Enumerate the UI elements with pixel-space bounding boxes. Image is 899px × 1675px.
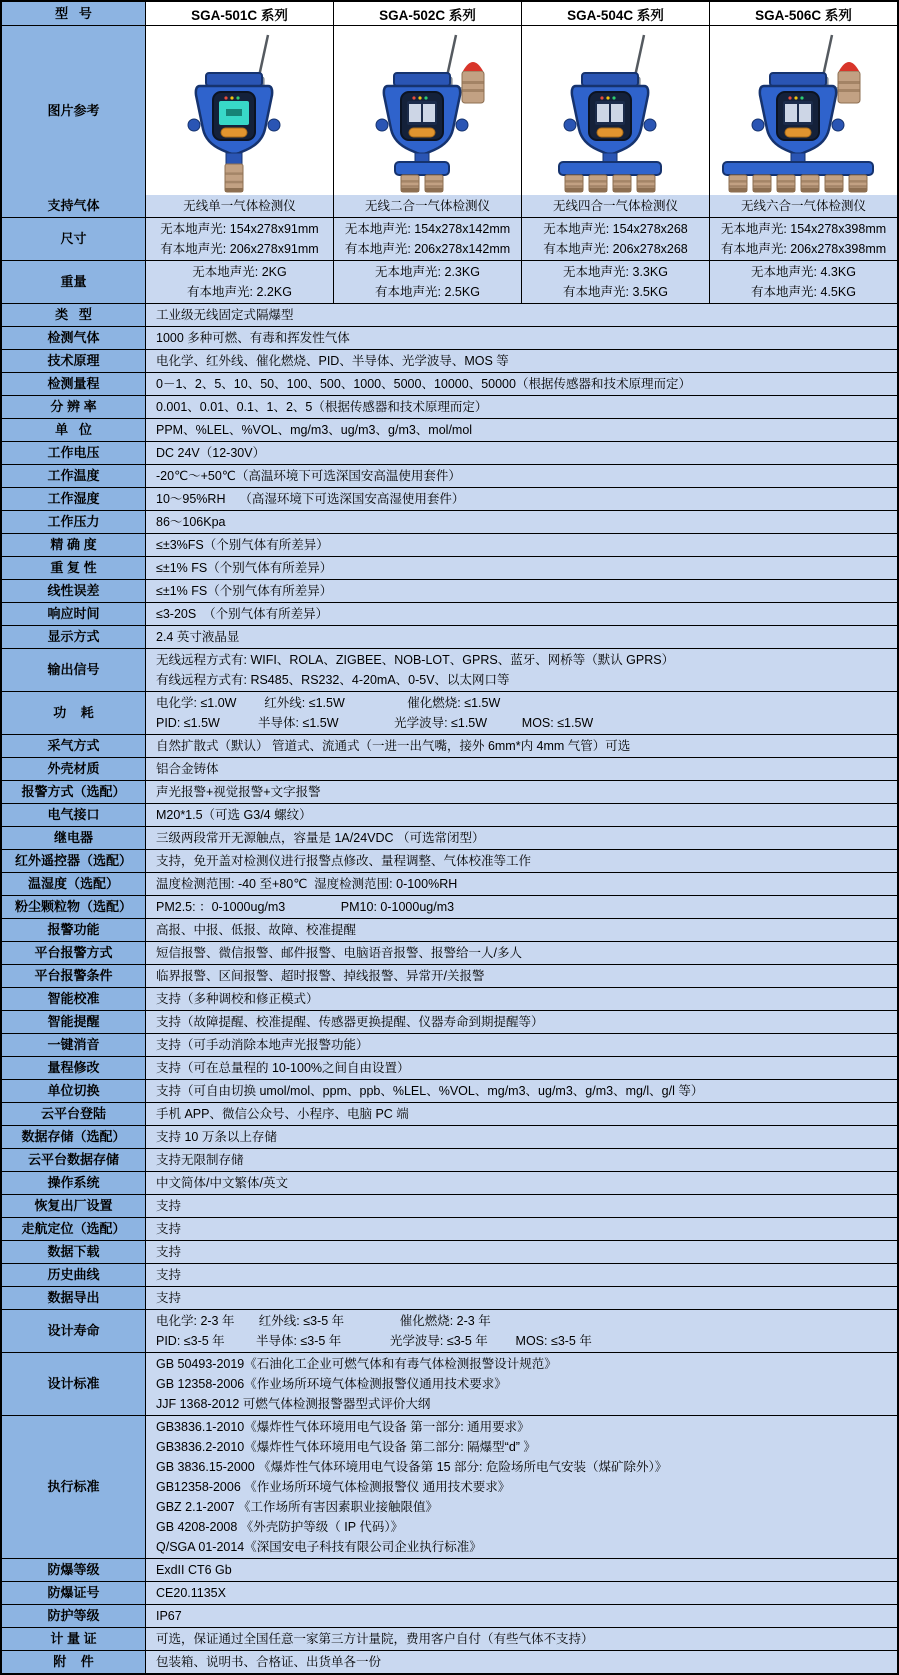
spec-label: 工作电压 — [2, 442, 145, 464]
spec-value-line: 有本地声光: 4.5KG — [751, 285, 856, 299]
spec-row — [2, 217, 897, 260]
spec-value-line: PID: ≤3-5 年 半导体: ≤3-5 年 光学波导: ≤3-5 年 MOS: ≤3-5 年 — [156, 1334, 592, 1348]
spec-label: 显示方式 — [2, 626, 145, 648]
product-image — [709, 26, 897, 195]
product-image — [145, 26, 333, 195]
spec-value-line: 自然扩散式（默认） 管道式、流通式（一进一出气嘴，接外 6mm*内 4mm 气管）可选 — [156, 739, 631, 753]
spec-value — [145, 1218, 897, 1240]
spec-label: 精 确 度 — [2, 534, 145, 556]
spec-value-line: 支持（可手动消除本地声光报警功能） — [156, 1038, 369, 1052]
spec-value — [145, 758, 897, 780]
spec-label: 线性误差 — [2, 580, 145, 602]
spec-row — [2, 648, 897, 691]
spec-label: 设计寿命 — [2, 1310, 145, 1352]
spec-value-line: 温度检测范围: -40 至+80℃ 湿度检测范围: 0-100%RH — [156, 877, 458, 891]
spec-label: 输出信号 — [2, 649, 145, 691]
spec-value-line: 无本地声光: 154x278x91mm — [160, 222, 319, 236]
spec-value — [145, 1651, 897, 1673]
spec-label: 智能提醒 — [2, 1011, 145, 1033]
spec-label: 设计标准 — [2, 1353, 145, 1415]
spec-value-line: 有本地声光: 206x278x268 — [543, 242, 688, 256]
spec-value — [145, 1195, 897, 1217]
spec-label: 防护等级 — [2, 1605, 145, 1627]
spec-label: 电气接口 — [2, 804, 145, 826]
spec-value-line: -20℃～+50℃（高温环境下可选深国安高温使用套件） — [156, 469, 461, 483]
spec-label: 重 复 性 — [2, 557, 145, 579]
spec-value-cell — [145, 261, 333, 303]
spec-label: 粉尘颗粒物（选配） — [2, 896, 145, 918]
spec-value-line: ≤±1% FS（个别气体有所差异） — [156, 584, 333, 598]
spec-value — [145, 442, 897, 464]
spec-value-line: 有本地声光: 206x278x142mm — [344, 242, 511, 256]
spec-value — [145, 988, 897, 1010]
spec-value — [145, 1310, 897, 1352]
spec-value — [145, 373, 897, 395]
keypad — [785, 128, 811, 137]
spec-value-line: 无线二合一气体检测仪 — [364, 199, 490, 213]
beacon-red-dome — [839, 62, 859, 71]
spec-value-line: 包装箱、说明书、合格证、出货单各一份 — [156, 1655, 382, 1669]
spec-value-line: 1000 多种可燃、有毒和挥发性气体 — [156, 331, 350, 345]
spec-row — [2, 1263, 897, 1286]
spec-label: 类 型 — [2, 304, 145, 326]
spec-value — [145, 1103, 897, 1125]
spec-row — [2, 1033, 897, 1056]
spec-row — [2, 441, 897, 464]
spec-value-line: 支持无限制存储 — [156, 1153, 244, 1167]
spec-value-line: PM2.5: ：0-1000ug/m3 PM10: 0-1000ug/m3 — [156, 900, 455, 914]
spec-value-line: 有本地声光: 3.5KG — [563, 285, 668, 299]
spec-value-line: 三级两段常开无源触点，容量是 1A/24VDC （可选常闭型） — [156, 831, 485, 845]
spec-value-line: PID: ≤1.5W 半导体: ≤1.5W 光学波导: ≤1.5W MOS: ≤1.5W — [156, 716, 594, 730]
spec-value — [145, 1605, 897, 1627]
spec-row — [2, 418, 897, 441]
spec-label: 工作湿度 — [2, 488, 145, 510]
spec-row — [2, 1650, 897, 1673]
spec-value-line: 支持（多种调校和修正模式） — [156, 992, 319, 1006]
spec-label: 报警方式（选配） — [2, 781, 145, 803]
spec-value-line: 有本地声光: 2.2KG — [187, 285, 292, 299]
product-image — [521, 26, 709, 195]
spec-row — [2, 1171, 897, 1194]
spec-value-line: 支持 — [156, 1222, 182, 1236]
spec-value-line: 有本地声光: 2.5KG — [375, 285, 480, 299]
spec-value — [145, 1582, 897, 1604]
spec-value-line: GB12358-2006 《作业场所环境气体检测报警仪 通用技术要求》 — [156, 1480, 511, 1494]
spec-value-line: 0.001、0.01、0.1、1、2、5（根据传感器和技术原理而定） — [156, 400, 488, 414]
beacon-body — [462, 71, 484, 103]
spec-value-line: 支持 — [156, 1268, 182, 1282]
spec-value — [145, 1353, 897, 1415]
spec-value-line: ≤±3%FS（个别气体有所差异） — [156, 538, 329, 552]
spec-value-line: ExdII CT6 Gb — [156, 1563, 232, 1577]
spec-value-line: 10～95%RH （高湿环境下可选深国安高湿使用套件） — [156, 492, 465, 506]
spec-value-line: 无本地声光: 4.3KG — [751, 265, 856, 279]
spec-row — [2, 510, 897, 533]
spec-row — [2, 895, 897, 918]
spec-value — [145, 419, 897, 441]
spec-value — [145, 488, 897, 510]
spec-row — [2, 349, 897, 372]
spec-row — [2, 1240, 897, 1263]
spec-value-line: 支持（可自由切换 umol/mol、ppm、ppb、%LEL、%VOL、mg/m3、ug/m3、g/m3、mg/l、g/l 等） — [156, 1084, 704, 1098]
spec-label: 走航定位（选配） — [2, 1218, 145, 1240]
spec-value-line: 可选，保证通过全国任意一家第三方计量院，费用客户自付（有些气体不支持） — [156, 1632, 594, 1646]
spec-value-line: 中文简体/中文繁体/英文 — [156, 1176, 288, 1190]
spec-value — [145, 1287, 897, 1309]
spec-value — [145, 603, 897, 625]
spec-value — [145, 1628, 897, 1650]
spec-row — [2, 826, 897, 849]
spec-value-line: PPM、%LEL、%VOL、mg/m3、ug/m3、g/m3、mol/mol — [156, 423, 473, 437]
spec-label: 检测气体 — [2, 327, 145, 349]
spec-value-line: 2.4 英寸液晶显 — [156, 630, 240, 644]
spec-row — [2, 1194, 897, 1217]
spec-value — [145, 942, 897, 964]
spec-value — [145, 1416, 897, 1558]
model-column-header-2: SGA-502C 系列 — [333, 2, 521, 25]
spec-row — [2, 625, 897, 648]
spec-label: 量程修改 — [2, 1057, 145, 1079]
spec-value — [145, 1559, 897, 1581]
spec-value-cell — [145, 195, 333, 217]
spec-label: 数据存储（选配） — [2, 1126, 145, 1148]
spec-value-line: DC 24V（12-30V） — [156, 446, 266, 460]
spec-label: 响应时间 — [2, 603, 145, 625]
spec-value-line: 支持 10 万条以上存储 — [156, 1130, 277, 1144]
spec-value-line: 无本地声光: 2.3KG — [375, 265, 480, 279]
spec-row — [2, 941, 897, 964]
spec-label: 支持气体 — [2, 195, 145, 217]
spec-row — [2, 1415, 897, 1558]
spec-rows-container — [2, 195, 897, 1673]
spec-label: 平台报警方式 — [2, 942, 145, 964]
spec-value — [145, 465, 897, 487]
spec-label: 采气方式 — [2, 735, 145, 757]
spec-value-line: 支持 — [156, 1199, 182, 1213]
spec-value-cell — [709, 261, 897, 303]
spec-row — [2, 691, 897, 734]
spec-value-line: 无线四合一气体检测仪 — [552, 199, 678, 213]
spec-row — [2, 780, 897, 803]
product-image — [333, 26, 521, 195]
spec-value-cell — [709, 195, 897, 217]
spec-value — [145, 1034, 897, 1056]
spec-value-line: 电化学: 2-3 年 红外线: ≤3-5 年 催化燃烧: 2-3 年 — [156, 1314, 491, 1328]
spec-value-line: 临界报警、区间报警、超时报警、掉线报警、异常开/关报警 — [156, 969, 485, 983]
model-column-header-1: SGA-501C 系列 — [145, 2, 333, 25]
spec-value — [145, 350, 897, 372]
spec-value-line: GB3836.1-2010《爆炸性气体环境用电气设备 第一部分: 通用要求》 — [156, 1420, 530, 1434]
spec-value — [145, 1172, 897, 1194]
spec-value-line: GB 4208-2008 《外壳防护等级（ IP 代码）》 — [156, 1520, 404, 1534]
spec-label: 云平台登陆 — [2, 1103, 145, 1125]
device-illustration — [336, 29, 520, 195]
manifold — [559, 162, 661, 175]
spec-row — [2, 1604, 897, 1627]
spec-value-line: 支持 — [156, 1291, 182, 1305]
spec-row — [2, 1217, 897, 1240]
spec-value-line: 短信报警、微信报警、邮件报警、电脑语音报警、报警给一人/多人 — [156, 946, 522, 960]
model-column-header-4: SGA-506C 系列 — [709, 2, 897, 25]
spec-label: 尺寸 — [2, 218, 145, 260]
spec-value-line: 支持（故障提醒、校准提醒、传感器更换提醒、仪器寿命到期提醒等） — [156, 1015, 544, 1029]
spec-label: 云平台数据存储 — [2, 1149, 145, 1171]
spec-value — [145, 781, 897, 803]
spec-value-line: 电化学: ≤1.0W 红外线: ≤1.5W 催化燃烧: ≤1.5W — [156, 696, 501, 710]
spec-value-line: 支持 — [156, 1245, 182, 1259]
model-row-label: 型 号 — [2, 2, 145, 25]
spec-value-line: M20*1.5（可选 G3/4 螺纹） — [156, 808, 312, 822]
spec-row — [2, 1352, 897, 1415]
spec-value-cell — [709, 218, 897, 260]
spec-row — [2, 1010, 897, 1033]
spec-label: 工作温度 — [2, 465, 145, 487]
spec-value-line: GB 12358-2006《作业场所环境气体检测报警仪通用技术要求》 — [156, 1377, 507, 1391]
device-illustration — [148, 29, 332, 195]
spec-label: 执行标准 — [2, 1416, 145, 1558]
spec-value — [145, 580, 897, 602]
spec-value — [145, 735, 897, 757]
spec-value — [145, 1126, 897, 1148]
model-header-row — [2, 2, 897, 25]
spec-value-cell — [333, 261, 521, 303]
spec-value-line: ≤3-20S （个别气体有所差异） — [156, 607, 329, 621]
spec-value — [145, 327, 897, 349]
spec-row — [2, 1102, 897, 1125]
spec-value-cell — [521, 195, 709, 217]
spec-label: 继电器 — [2, 827, 145, 849]
spec-value — [145, 850, 897, 872]
image-row — [2, 25, 897, 195]
spec-label: 分 辨 率 — [2, 396, 145, 418]
spec-value-line: 0－1、2、5、10、50、100、500、1000、5000、10000、50000（根据传感器和技术原理而定） — [156, 377, 691, 391]
spec-value-cell — [521, 218, 709, 260]
spec-label: 防爆等级 — [2, 1559, 145, 1581]
keypad — [221, 128, 247, 137]
spec-value-line: GB 3836.15-2000 《爆炸性气体环境用电气设备第 15 部分: 危险场所电气安装（煤矿除外）》 — [156, 1460, 668, 1474]
spec-row — [2, 734, 897, 757]
spec-row — [2, 1558, 897, 1581]
spec-value-line: 电化学、红外线、催化燃烧、PID、半导体、光学波导、MOS 等 — [156, 354, 509, 368]
spec-label: 技术原理 — [2, 350, 145, 372]
spec-row — [2, 372, 897, 395]
spec-value — [145, 557, 897, 579]
spec-label: 一键消音 — [2, 1034, 145, 1056]
spec-label: 恢复出厂设置 — [2, 1195, 145, 1217]
spec-value-line: 无本地声光: 154x278x398mm — [720, 222, 887, 236]
spec-label: 防爆证号 — [2, 1582, 145, 1604]
spec-row — [2, 602, 897, 625]
spec-row — [2, 260, 897, 303]
spec-value-line: 无本地声光: 2KG — [192, 265, 287, 279]
spec-value-line: GBZ 2.1-2007 《工作场所有害因素职业接触限值》 — [156, 1500, 438, 1514]
spec-label: 外壳材质 — [2, 758, 145, 780]
spec-value — [145, 896, 897, 918]
spec-value — [145, 396, 897, 418]
device-illustration — [524, 29, 708, 195]
spec-row — [2, 987, 897, 1010]
spec-row — [2, 849, 897, 872]
spec-value-line: 有线远程方式有: RS485、RS232、4-20mA、0-5V、以太网口等 — [156, 673, 510, 687]
spec-value — [145, 692, 897, 734]
spec-label: 数据导出 — [2, 1287, 145, 1309]
spec-value — [145, 1080, 897, 1102]
spec-value — [145, 1264, 897, 1286]
spec-value — [145, 1149, 897, 1171]
spec-row — [2, 1286, 897, 1309]
spec-value-line: 手机 APP、微信公众号、小程序、电脑 PC 端 — [156, 1107, 409, 1121]
spec-value-cell — [521, 261, 709, 303]
spec-value-line: 无线单一气体检测仪 — [183, 199, 296, 213]
spec-value-cell — [333, 195, 521, 217]
spec-label: 重量 — [2, 261, 145, 303]
spec-label: 历史曲线 — [2, 1264, 145, 1286]
spec-row — [2, 195, 897, 217]
spec-value-line: 声光报警+视觉报警+文字报警 — [156, 785, 321, 799]
spec-row — [2, 395, 897, 418]
spec-row — [2, 1079, 897, 1102]
keypad — [597, 128, 623, 137]
spec-row — [2, 918, 897, 941]
spec-label: 操作系统 — [2, 1172, 145, 1194]
spec-value — [145, 965, 897, 987]
spec-label: 工作压力 — [2, 511, 145, 533]
spec-row — [2, 326, 897, 349]
spec-label: 平台报警条件 — [2, 965, 145, 987]
spec-value-line: ≤±1% FS（个别气体有所差异） — [156, 561, 333, 575]
spec-label: 数据下载 — [2, 1241, 145, 1263]
spec-label: 红外遥控器（选配） — [2, 850, 145, 872]
spec-value-line: 无线远程方式有: WIFI、ROLA、ZIGBEE、NOB-LOT、GPRS、蓝牙、网桥等（默认 GPRS） — [156, 653, 675, 667]
spec-value-line: IP67 — [156, 1609, 182, 1623]
model-column-header-3: SGA-504C 系列 — [521, 2, 709, 25]
spec-value-line: Q/SGA 01-2014《深国安电子科技有限公司企业执行标准》 — [156, 1540, 482, 1554]
spec-value — [145, 873, 897, 895]
spec-value-line: 有本地声光: 206x278x398mm — [720, 242, 887, 256]
spec-value-line: 支持，免开盖对检测仪进行报警点修改、量程调整、气体校准等工作 — [156, 854, 532, 868]
spec-value — [145, 304, 897, 326]
spec-value-line: 86～106Kpa — [156, 515, 226, 529]
spec-row — [2, 556, 897, 579]
spec-row — [2, 487, 897, 510]
spec-row — [2, 533, 897, 556]
spec-value-line: 支持（可在总量程的 10-100%之间自由设置） — [156, 1061, 410, 1075]
spec-value-line: JJF 1368-2012 可燃气体检测报警器型式评价大纲 — [156, 1397, 431, 1411]
spec-row — [2, 757, 897, 780]
image-row-label: 图片参考 — [2, 26, 145, 195]
spec-value — [145, 626, 897, 648]
spec-value-line: 无本地声光: 3.3KG — [563, 265, 668, 279]
spec-value-line: GB 50493-2019《石油化工企业可燃气体和有毒气体检测报警设计规范》 — [156, 1357, 557, 1371]
beacon-red-dome — [463, 62, 483, 71]
manifold — [723, 162, 873, 175]
spec-label: 智能校准 — [2, 988, 145, 1010]
spec-label: 单 位 — [2, 419, 145, 441]
spec-value-line: 无本地声光: 154x278x268 — [543, 222, 688, 236]
device-illustration — [712, 29, 896, 195]
spec-row — [2, 1581, 897, 1604]
spec-value-line: 无本地声光: 154x278x142mm — [344, 222, 511, 236]
spec-value-line: 铝合金铸体 — [156, 762, 219, 776]
spec-value — [145, 804, 897, 826]
spec-value-line: 工业级无线固定式隔爆型 — [156, 308, 294, 322]
spec-row — [2, 1148, 897, 1171]
manifold — [395, 162, 449, 175]
spec-label: 计 量 证 — [2, 1628, 145, 1650]
spec-row — [2, 1627, 897, 1650]
beacon-body — [838, 71, 860, 103]
spec-value — [145, 511, 897, 533]
spec-value — [145, 919, 897, 941]
spec-value — [145, 1011, 897, 1033]
spec-label: 单位切换 — [2, 1080, 145, 1102]
spec-value-line: CE20.1135X — [156, 1586, 226, 1600]
spec-row — [2, 1125, 897, 1148]
spec-value — [145, 1057, 897, 1079]
spec-row — [2, 579, 897, 602]
spec-value-cell — [145, 218, 333, 260]
spec-value — [145, 1241, 897, 1263]
spec-label: 报警功能 — [2, 919, 145, 941]
keypad — [409, 128, 435, 137]
spec-row — [2, 803, 897, 826]
spec-value — [145, 534, 897, 556]
spec-value — [145, 649, 897, 691]
spec-value-line: GB3836.2-2010《爆炸性气体环境用电气设备 第二部分: 隔爆型“d” 》 — [156, 1440, 536, 1454]
spec-value-line: 有本地声光: 206x278x91mm — [160, 242, 319, 256]
spec-row — [2, 1056, 897, 1079]
spec-row — [2, 964, 897, 987]
spec-row — [2, 1309, 897, 1352]
spec-label: 检测量程 — [2, 373, 145, 395]
spec-value-line: 高报、中报、低报、故障、校准提醒 — [156, 923, 357, 937]
spec-label: 附 件 — [2, 1651, 145, 1673]
spec-label: 温湿度（选配） — [2, 873, 145, 895]
spec-value-cell — [333, 218, 521, 260]
spec-label: 功 耗 — [2, 692, 145, 734]
spec-row — [2, 464, 897, 487]
spec-row — [2, 872, 897, 895]
spec-value-line: 无线六合一气体检测仪 — [740, 199, 866, 213]
spec-row — [2, 303, 897, 326]
spec-value — [145, 827, 897, 849]
